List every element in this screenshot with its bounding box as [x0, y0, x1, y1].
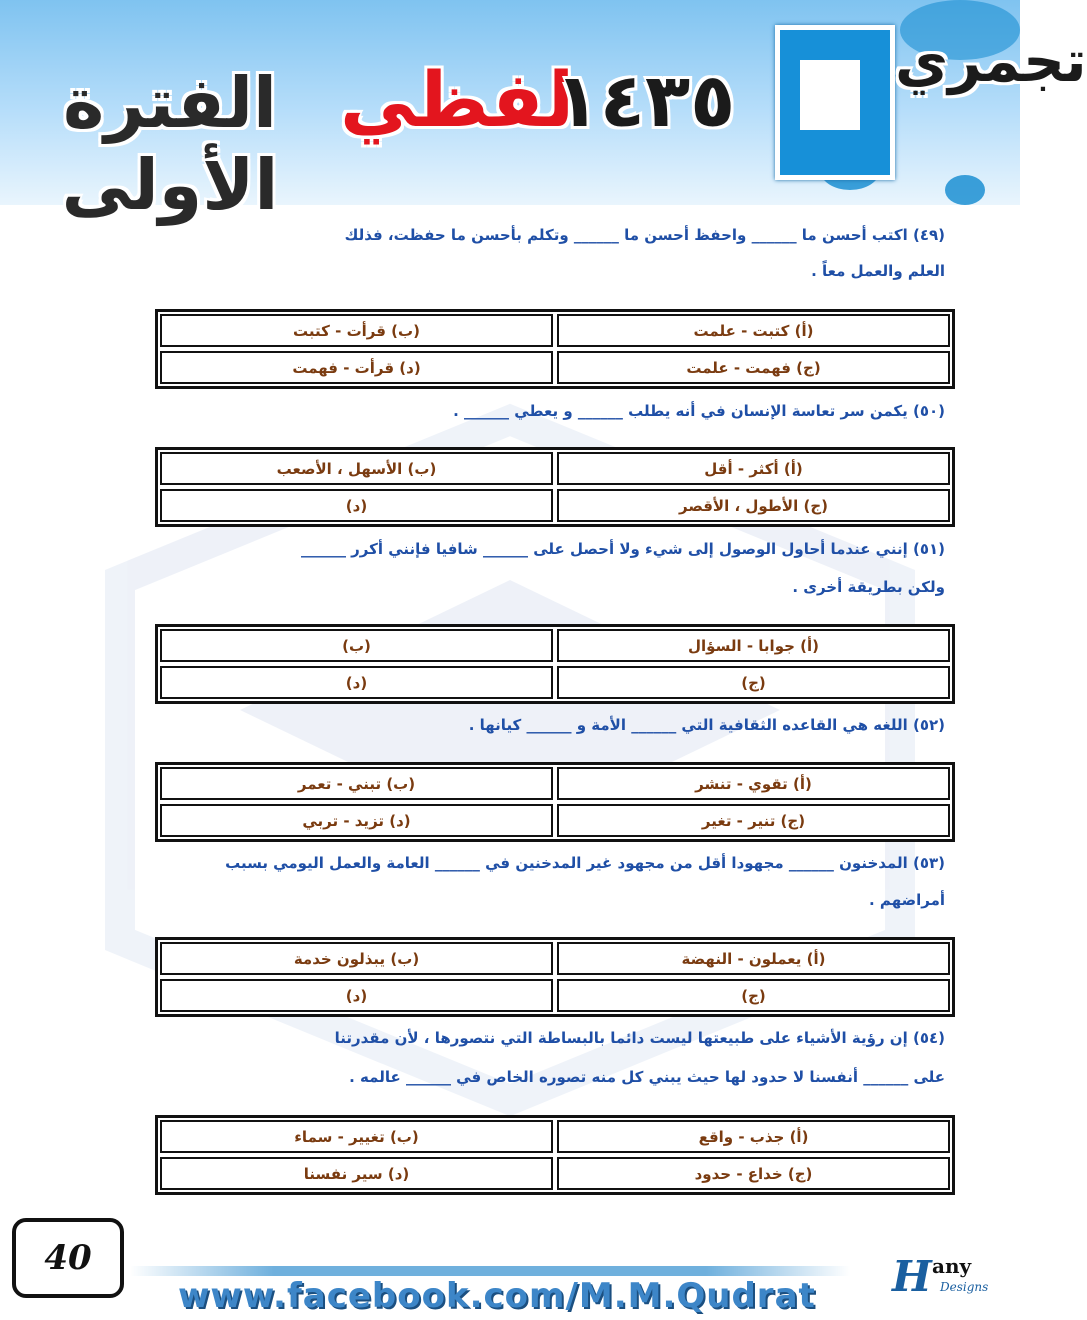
question-51-options	[155, 624, 955, 704]
option-b[interactable]: (ب) تغيير - سماء	[160, 1120, 553, 1153]
question-53-options	[155, 937, 955, 1017]
option-a[interactable]: (أ) كتبت - علمت	[557, 314, 950, 347]
question-50-line-1: (٥٠) يكمن سر تعاسة الإنسان في أنه يطلب ______ و يعطي ______ .	[453, 402, 945, 420]
option-d[interactable]: (د) قرأت - فهمت	[160, 351, 553, 384]
question-49-line-2: العلم والعمل معاً .	[811, 262, 945, 280]
footer-divider	[130, 1266, 850, 1276]
page-number: 40	[44, 1238, 92, 1278]
banner-year: ١٤٣٥	[554, 58, 736, 144]
designer-logo-word: any	[932, 1254, 972, 1278]
option-a[interactable]: (أ) أكثر - أقل	[557, 452, 950, 485]
option-b[interactable]: (ب) الأسهل ، الأصعب	[160, 452, 553, 485]
option-c[interactable]: (ج) تنير - تغير	[557, 804, 950, 837]
question-54-line-2: على ______ أنفسنا لا حدود لها حيث يبني كل منه تصوره الخاص في ______ عالمه .	[349, 1068, 945, 1086]
option-c[interactable]: (ج)	[557, 666, 950, 699]
option-d[interactable]: (د) تزيد - تربي	[160, 804, 553, 837]
option-d[interactable]: (د)	[160, 489, 553, 522]
designer-logo-sub: Designs	[940, 1280, 989, 1294]
page-number-box	[12, 1218, 124, 1298]
question-52-options	[155, 762, 955, 842]
option-a[interactable]: (أ) جذب - واقع	[557, 1120, 950, 1153]
question-50-options	[155, 447, 955, 527]
designer-logo	[892, 1252, 1002, 1300]
question-51-line-1: (٥١) إنني عندما أحاول الوصول إلى شيء ولا أحصل على ______ شافيا فإنني أكرر ______	[300, 540, 945, 558]
option-d[interactable]: (د) سير نفسنا	[160, 1157, 553, 1190]
option-d[interactable]: (د)	[160, 666, 553, 699]
option-b[interactable]: (ب) تبني - تعمر	[160, 767, 553, 800]
question-53-line-1: (٥٣) المدخنون ______ مجهودا أقل من مجهود غير المدخنين في ______ العامة والعمل اليومي بسبب	[225, 854, 945, 872]
footer-facebook-url[interactable]: www.facebook.com/M.M.Qudrat	[178, 1276, 816, 1316]
header-banner	[0, 0, 1087, 226]
ink-splash	[945, 175, 985, 205]
option-a[interactable]: (أ) تقوي - تنشر	[557, 767, 950, 800]
option-b[interactable]: (ب) قرأت - كتبت	[160, 314, 553, 347]
option-a[interactable]: (أ) جوابا - السؤال	[557, 629, 950, 662]
option-b[interactable]: (ب)	[160, 629, 553, 662]
option-b[interactable]: (ب) يبذلون خدمة	[160, 942, 553, 975]
question-49-options	[155, 309, 955, 389]
option-c[interactable]: (ج) فهمت - علمت	[557, 351, 950, 384]
question-49-line-1: (٤٩) اكتب أحسن ما ______ واحفظ أحسن ما ______ وتكلم بأحسن ما حفظت، فذلك	[344, 226, 945, 244]
question-52-line-1: (٥٢) اللغه هي القاعده الثقافية التي ______ الأمة و ______ كيانها .	[468, 716, 945, 734]
designer-logo-letter: H	[892, 1252, 932, 1301]
brand-logo	[775, 25, 895, 180]
option-c[interactable]: (ج) الأطول ، الأقصر	[557, 489, 950, 522]
question-51-line-2: ولكن بطريقة أخرى .	[792, 578, 945, 596]
question-54-options	[155, 1115, 955, 1195]
question-53-line-2: أمراضهم .	[869, 891, 945, 909]
option-c[interactable]: (ج)	[557, 979, 950, 1012]
brand-logo-text: تجمري	[895, 27, 1087, 95]
banner-title-period: الفترة الأولى	[61, 62, 279, 226]
option-c[interactable]: (ج) خداع - حدود	[557, 1157, 950, 1190]
option-d[interactable]: (د)	[160, 979, 553, 1012]
banner-title-verbal: لفظي	[340, 55, 575, 144]
question-54-line-1: (٥٤) إن رؤية الأشياء على طبيعتها ليست دائما بالبساطة التي نتصورها ، لأن مقدرتنا	[334, 1029, 945, 1047]
option-a[interactable]: (أ) يعملون - النهضة	[557, 942, 950, 975]
